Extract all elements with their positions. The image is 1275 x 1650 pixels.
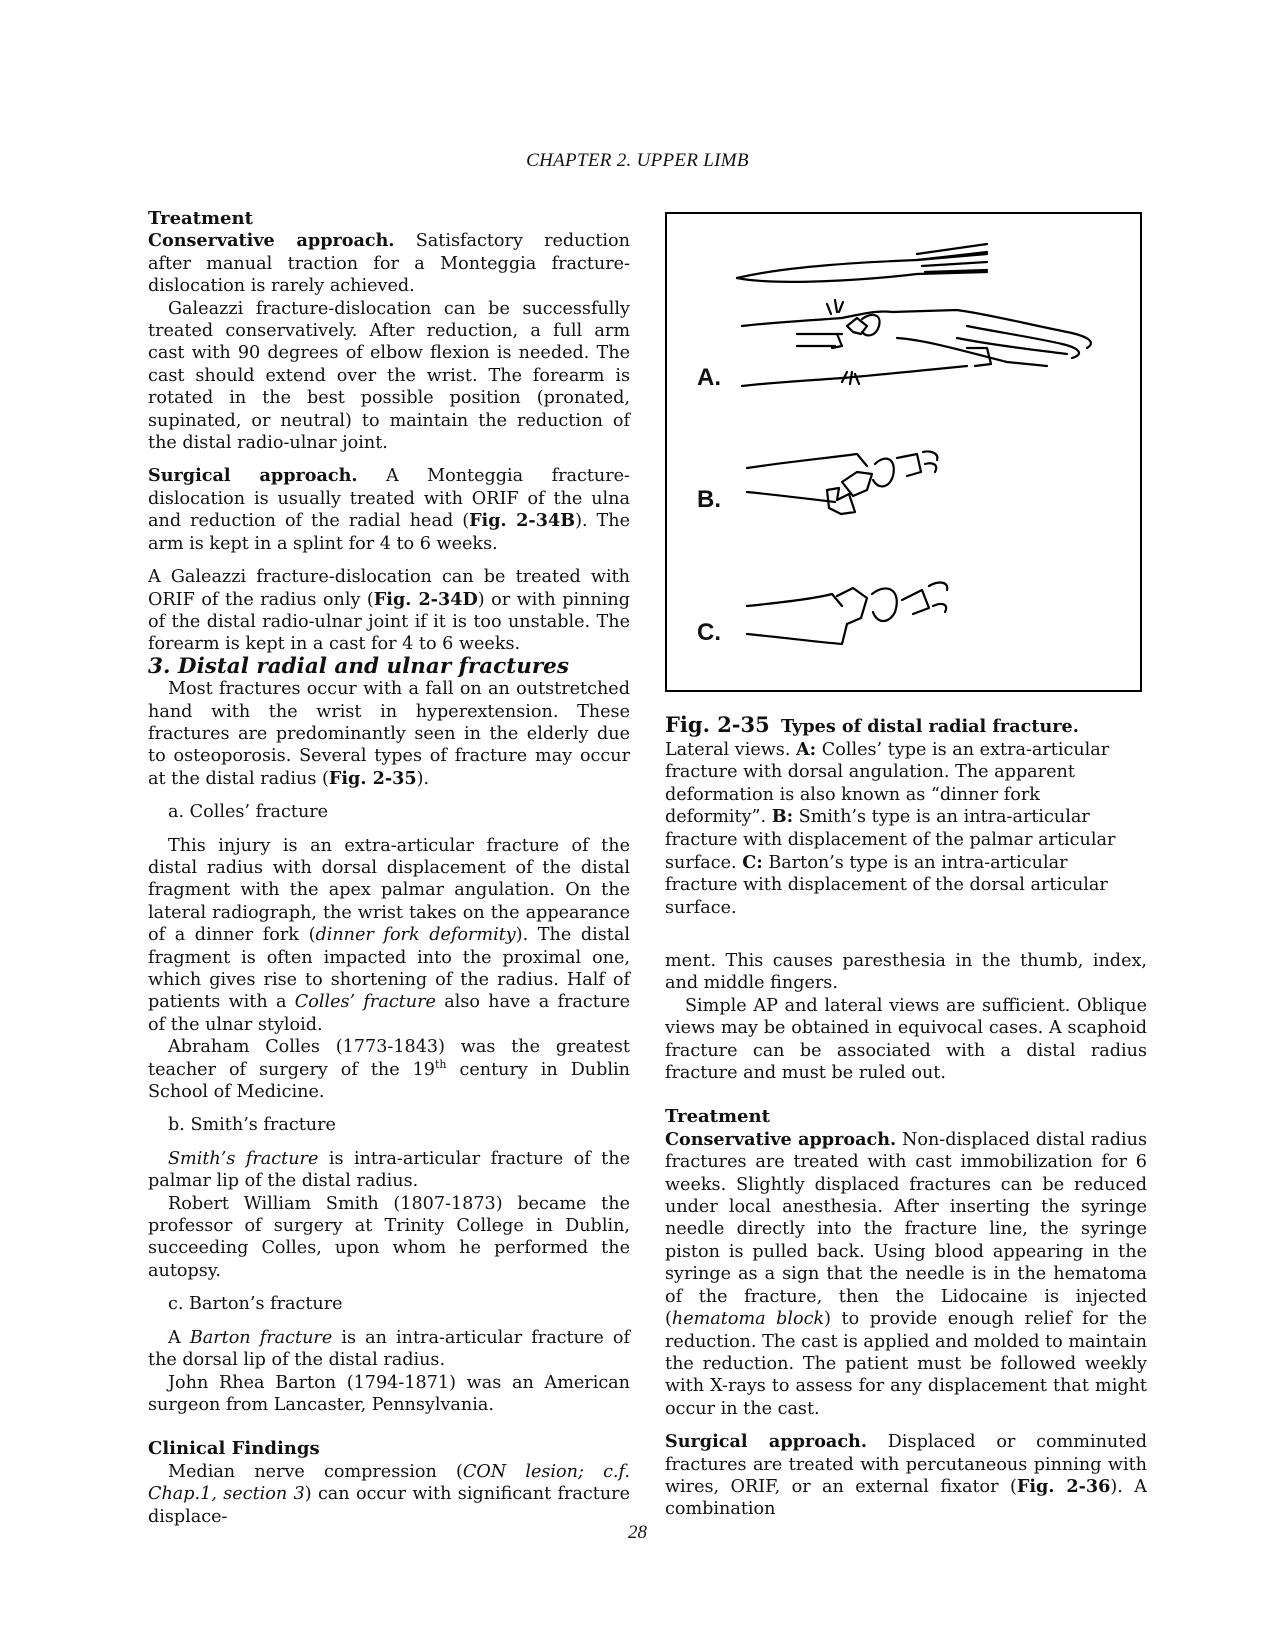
barton-text-1: A [168, 1327, 190, 1348]
caption-label-a: A: [796, 738, 817, 760]
imaging-paragraph: Simple AP and lateral views are sufficient. Oblique views may be obtained in equivocal cases. A scaphoid fracture can be associated with a distal radius fracture and must be ruled out. [665, 995, 1147, 1084]
surgical-label: Surgical approach. [148, 465, 358, 487]
right-surgical-text-2: ). A combination [665, 1476, 1147, 1520]
right-surgical-text-1: Displaced or comminuted fractures are treated with percutaneous pinning with wires, ORIF, or an external fixator ( [665, 1432, 1148, 1497]
surgical-text-1: A Monteggia fracture-dislocation is usually treated with ORIF of the ulna and reduction of the radial head ( [148, 466, 630, 532]
clinical-heading: Clinical Findings [148, 1438, 320, 1460]
right-treatment-heading: Treatment [665, 1106, 770, 1128]
clinical-paragraph [148, 1461, 630, 1528]
clinical-italic: CON lesion; c.f. Chap.1, section 3 [148, 1461, 631, 1505]
smith-bio-paragraph: Robert William Smith (1807-1873) became the professor of surgery at Trinity College in Dublin, succeeding Colles, upon whom he performed the autopsy. [148, 1193, 630, 1281]
colles-text-3: also have a fracture of the ulnar styloid. [148, 992, 630, 1035]
section-title: 3. Distal radial and ulnar fractures [148, 653, 569, 679]
fork-drawing [737, 244, 987, 282]
galeazzi-surgical-text-2: ) or with pinning of the distal radio-ulnar joint if it is too unstable. The forearm is kept in a cast for 4 to 6 weeks. [148, 589, 630, 655]
caption-text-b: Smith’s type is an intra-articular fracture with displacement of the palmar articular surface. [665, 807, 1116, 873]
clinical-text-2: ) can occur with significant fracture displace- [148, 1484, 630, 1527]
figure-label-c: C. [697, 619, 721, 646]
colles-paragraph [148, 835, 630, 1037]
conservative-label: Conservative approach. [148, 230, 395, 252]
continuation-paragraph: ment. This causes paresthesia in the thumb, index, and middle fingers. [665, 951, 1147, 994]
right-column [665, 950, 1147, 1521]
colles-bio-superscript: th [435, 1057, 447, 1071]
figure-caption [665, 714, 1135, 919]
colles-bio-paragraph [148, 1036, 630, 1103]
figure-reference: Fig. 2-34B [469, 510, 576, 532]
intro-text-1: Most fractures occur with a fall on an outstretched hand with the wrist in hyperextension. These fractures are predominantly seen in the elderly due to osteoporosis. Several types of fracture may occur at the distal radius ( [148, 679, 630, 789]
caption-figure-number: Fig. 2-35 [665, 712, 770, 737]
running-head: CHAPTER 2. UPPER LIMB [526, 150, 749, 171]
smith-heading: b. Smith’s fracture [168, 1115, 336, 1136]
clinical-text-1: Median nerve compression ( [168, 1461, 463, 1482]
right-surgical-paragraph [665, 1431, 1147, 1521]
figure-reference: Fig. 2-34D [373, 588, 478, 610]
arm-drawing-b [747, 451, 937, 514]
fracture-illustration [667, 214, 1140, 690]
arm-drawing-c [747, 583, 947, 644]
intro-text-2: ). [416, 768, 430, 789]
barton-text-2: is an intra-articular fracture of the dorsal lip of the distal radius. [148, 1327, 630, 1371]
colles-heading: a. Colles’ fracture [168, 802, 329, 823]
galeazzi-surgical-paragraph [148, 566, 630, 656]
colles-text-2: ). The distal fragment is often impacted into the proximal one, which gives rise to shortening of the radius. Half of patients with a [148, 925, 630, 1013]
right-conservative-label: Conservative approach. [665, 1128, 897, 1150]
figure-reference: Fig. 2-36 [1016, 1475, 1111, 1497]
caption-label-c: C: [742, 851, 763, 873]
page-number: 28 [628, 1522, 647, 1543]
caption-text-c: Barton’s type is an intra-articular fracture with displacement of the dorsal articular surface. [665, 852, 1108, 918]
galeazzi-conservative-paragraph: Galeazzi fracture-dislocation can be successfully treated conservatively. After reduction, a full arm cast with 90 degrees of elbow flexion is needed. The cast should extend over the wrist. The forearm is rotated in the best possible position (pronated, supinated, or neutral) to maintain the reduction of the distal radio-ulnar joint. [148, 298, 630, 454]
surgical-text-2: ). The arm is kept in a splint for 4 to 6 weeks. [148, 511, 630, 554]
right-conservative-paragraph [665, 1129, 1147, 1420]
barton-bio-paragraph: John Rhea Barton (1794-1871) was an American surgeon from Lancaster, Pennsylvania. [148, 1372, 630, 1415]
right-conservative-italic: hematoma block [671, 1309, 825, 1330]
figure-reference: Fig. 2-35 [328, 767, 417, 789]
figure-label-b: B. [697, 486, 721, 513]
caption-text-a: Colles’ type is an extra-articular fracture with dorsal angulation. The apparent deformation is also known as “dinner fork deformity”. [665, 739, 1110, 828]
colles-bio-text-1: Abraham Colles (1773-1843) was the greatest teacher of surgery of the 19 [148, 1037, 630, 1080]
smith-text: is intra-articular fracture of the palmar lip of the distal radius. [148, 1148, 630, 1192]
smith-paragraph [148, 1148, 630, 1193]
caption-text-1: Lateral views. [665, 739, 797, 760]
barton-italic: Barton fracture [189, 1327, 333, 1348]
conservative-text: Satisfactory reduction after manual traction for a Monteggia fracture-dislocation is rarely achieved. [148, 231, 630, 297]
galeazzi-surgical-text-1: A Galeazzi fracture-dislocation can be treated with ORIF of the radius only ( [148, 567, 630, 610]
colles-italic-2: Colles’ fracture [294, 992, 436, 1013]
intro-paragraph [148, 678, 630, 790]
colles-italic-1: dinner fork deformity [315, 925, 516, 946]
left-column [148, 208, 630, 1528]
treatment-heading: Treatment [148, 208, 253, 229]
right-conservative-text-1: Non-displaced distal radius fractures are treated with cast immobilization for 6 weeks. Slightly displaced fractures can be reduced under local anesthesia. After inserting the syringe needle directly into the fracture line, the syringe piston is pulled back. Using blood appearing in the syringe as a sign that the needle is in the hematoma of the fracture, then the Lidocaine is injected ( [665, 1129, 1147, 1330]
surgical-paragraph [148, 465, 630, 555]
barton-paragraph [148, 1327, 630, 1372]
figure-label-a: A. [697, 364, 721, 391]
barton-heading: c. Barton’s fracture [168, 1294, 343, 1315]
right-conservative-text-2: ) to provide enough relief for the reduction. The cast is applied and molded to maintain the reduction. The patient must be followed weekly with X-rays to assess for any displacement that might occur in the cast. [665, 1309, 1147, 1419]
right-surgical-label: Surgical approach. [665, 1431, 867, 1453]
caption-label-b: B: [771, 806, 794, 828]
caption-title: Types of distal radial fracture. [780, 716, 1079, 737]
smith-italic: Smith’s fracture [168, 1148, 319, 1169]
colles-bio-text-2: century in Dublin School of Medicine. [148, 1059, 630, 1103]
figure-2-35 [665, 212, 1142, 692]
colles-text-1: This injury is an extra-articular fracture of the distal radius with dorsal displacement of the distal fragment with the apex palmar angulation. On the lateral radiograph, the wrist takes on the appearance of a dinner fork ( [148, 835, 630, 946]
conservative-paragraph [148, 230, 630, 297]
arm-drawing-a [742, 300, 1091, 386]
